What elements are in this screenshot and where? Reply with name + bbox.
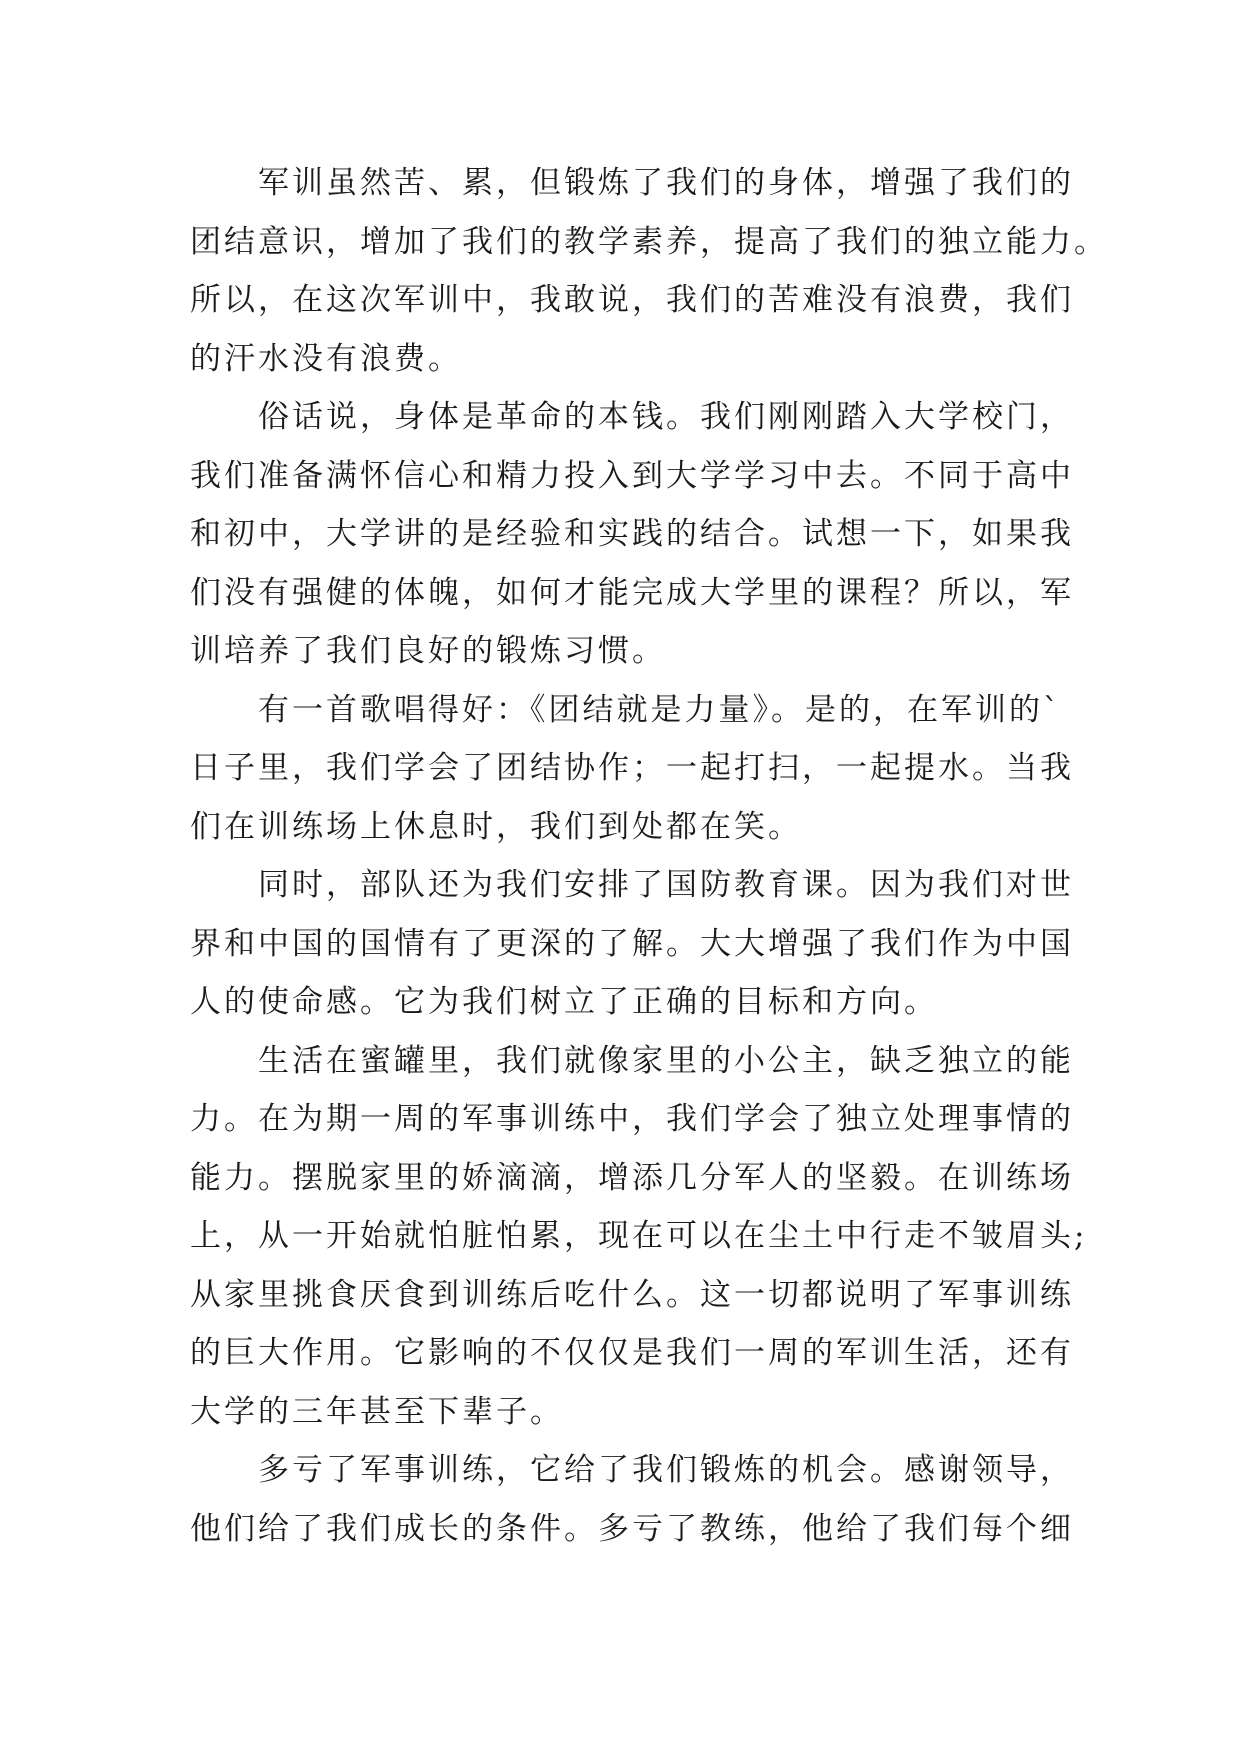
text-line: 们没有强健的体魄，如何才能完成大学里的课程？所以，军 [190,574,1074,611]
text-line: 人的使命感。它为我们树立了正确的目标和方向。 [190,984,938,1020]
text-line: 有一首歌唱得好：《团结就是力量》。是的，在军训的` [258,691,1062,728]
paragraph-1 [190,154,1108,388]
paragraph-2 [190,388,1074,681]
text-line: 能力。摆脱家里的娇滴滴，增添几分军人的坚毅。在训练场 [190,1159,1074,1196]
text-line: 训培养了我们良好的锻炼习惯。 [190,633,666,669]
text-line: 的汗水没有浪费。 [190,340,462,377]
text-line: 的巨大作用。它影响的不仅仅是我们一周的军训生活，还有 [190,1335,1074,1371]
text-line: 和初中，大学讲的是经验和实践的结合。试想一下，如果我 [190,516,1074,552]
text-line: 力。在为期一周的军事训练中，我们学会了独立处理事情的 [190,1101,1074,1137]
text-line: 同时，部队还为我们安排了国防教育课。因为我们对世 [258,867,1074,903]
text-line: 大学的三年甚至下辈子。 [190,1393,564,1430]
paragraph-5 [190,1032,1088,1442]
text-line: 生活在蜜罐里，我们就像家里的小公主，缺乏独立的能 [258,1042,1074,1079]
text-line: 们在训练场上休息时，我们到处都在笑。 [190,808,802,845]
text-line: 团结意识，增加了我们的教学素养，提高了我们的独立能力。 [190,223,1108,260]
text-line: 日子里，我们学会了团结协作；一起打扫，一起提水。当我 [190,750,1074,786]
text-line: 从家里挑食厌食到训练后吃什么。这一切都说明了军事训练 [190,1276,1074,1313]
paragraph-4 [190,856,1074,1032]
text-line: 界和中国的国情有了更深的了解。大大增强了我们作为中国 [190,925,1074,962]
document-body [190,154,1108,1558]
text-line: 俗话说，身体是革命的本钱。我们刚刚踏入大学校门， [258,399,1074,435]
text-line: 他们给了我们成长的条件。多亏了教练，他给了我们每个细 [190,1510,1074,1547]
text-line: 多亏了军事训练，它给了我们锻炼的机会。感谢领导， [258,1452,1074,1488]
paragraph-6 [190,1441,1074,1558]
text-line: 军训虽然苦、累，但锻炼了我们的身体，增强了我们的 [258,165,1074,201]
text-line: 我们准备满怀信心和精力投入到大学学习中去。不同于高中 [190,457,1074,494]
text-line: 所以，在这次军训中，我敢说，我们的苦难没有浪费，我们 [190,282,1074,318]
text-line: 上，从一开始就怕脏怕累，现在可以在尘土中行走不皱眉头; [190,1218,1088,1254]
paragraph-3 [190,681,1074,857]
